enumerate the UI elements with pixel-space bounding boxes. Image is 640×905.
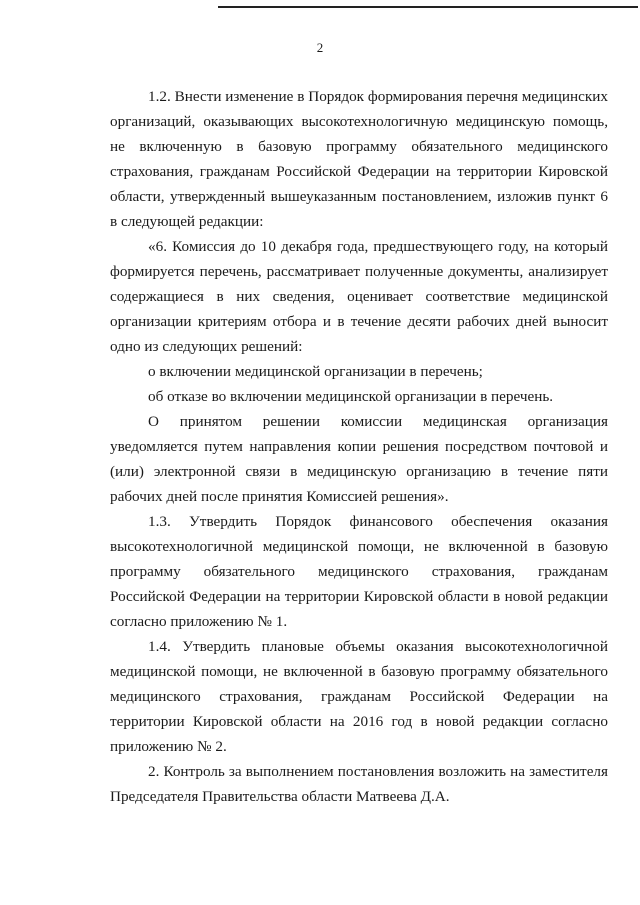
paragraph-notification: О принятом решении комиссии медицинская организация уведомляется путем направления копии решения посредством почтовой и (или) электронной связи в медицинскую организацию в течение пяти рабочих дней после принятия Комиссией решения». xyxy=(110,413,608,505)
paragraph-1-3: 1.3. Утвердить Порядок финансового обеспечения оказания высокотехнологичной медицинской помощи, не включенной в базовую программу обязательного медицинского страхования, гражданам Российской Федерации на территории Кировской области в новой редакции согласно приложению № 1. xyxy=(110,513,608,630)
paragraph-2: 2. Контроль за выполнением постановления возложить на заместителя Председателя Правительства области Матвеева Д.А. xyxy=(110,763,608,805)
paragraph-item-6: «6. Комиссия до 10 декабря года, предшествующего году, на который формируется перечень, рассматривает полученные документы, анализирует содержащиеся в них сведения, оценивает соответствие медицинской организации критериям отбора и в течение десяти рабочих дней выносит одно из следующих решений: xyxy=(110,238,608,355)
paragraph-1-4: 1.4. Утвердить плановые объемы оказания высокотехнологичной медицинской помощи, не включенной в базовую программу обязательного медицинского страхования, гражданам Российской Федерации на территории Кировской области на 2016 год в новой редакции согласно приложению № 2. xyxy=(110,638,608,755)
page-number: 2 xyxy=(316,40,324,55)
top-rule xyxy=(218,6,638,8)
decision-option-refuse: об отказе во включении медицинской организации в перечень. xyxy=(148,388,554,405)
decision-option-include: о включении медицинской организации в перечень; xyxy=(148,363,483,380)
document-body xyxy=(110,84,608,809)
paragraph-1-2: 1.2. Внести изменение в Порядок формирования перечня медицинских организаций, оказывающих высокотехнологичную медицинскую помощь, не включенную в базовую программу обязательного медицинского страхования, гражданам Российской Федерации на территории Кировской области, утвержденный вышеуказанным постановлением, изложив пункт 6 в следующей редакции: xyxy=(110,88,608,230)
